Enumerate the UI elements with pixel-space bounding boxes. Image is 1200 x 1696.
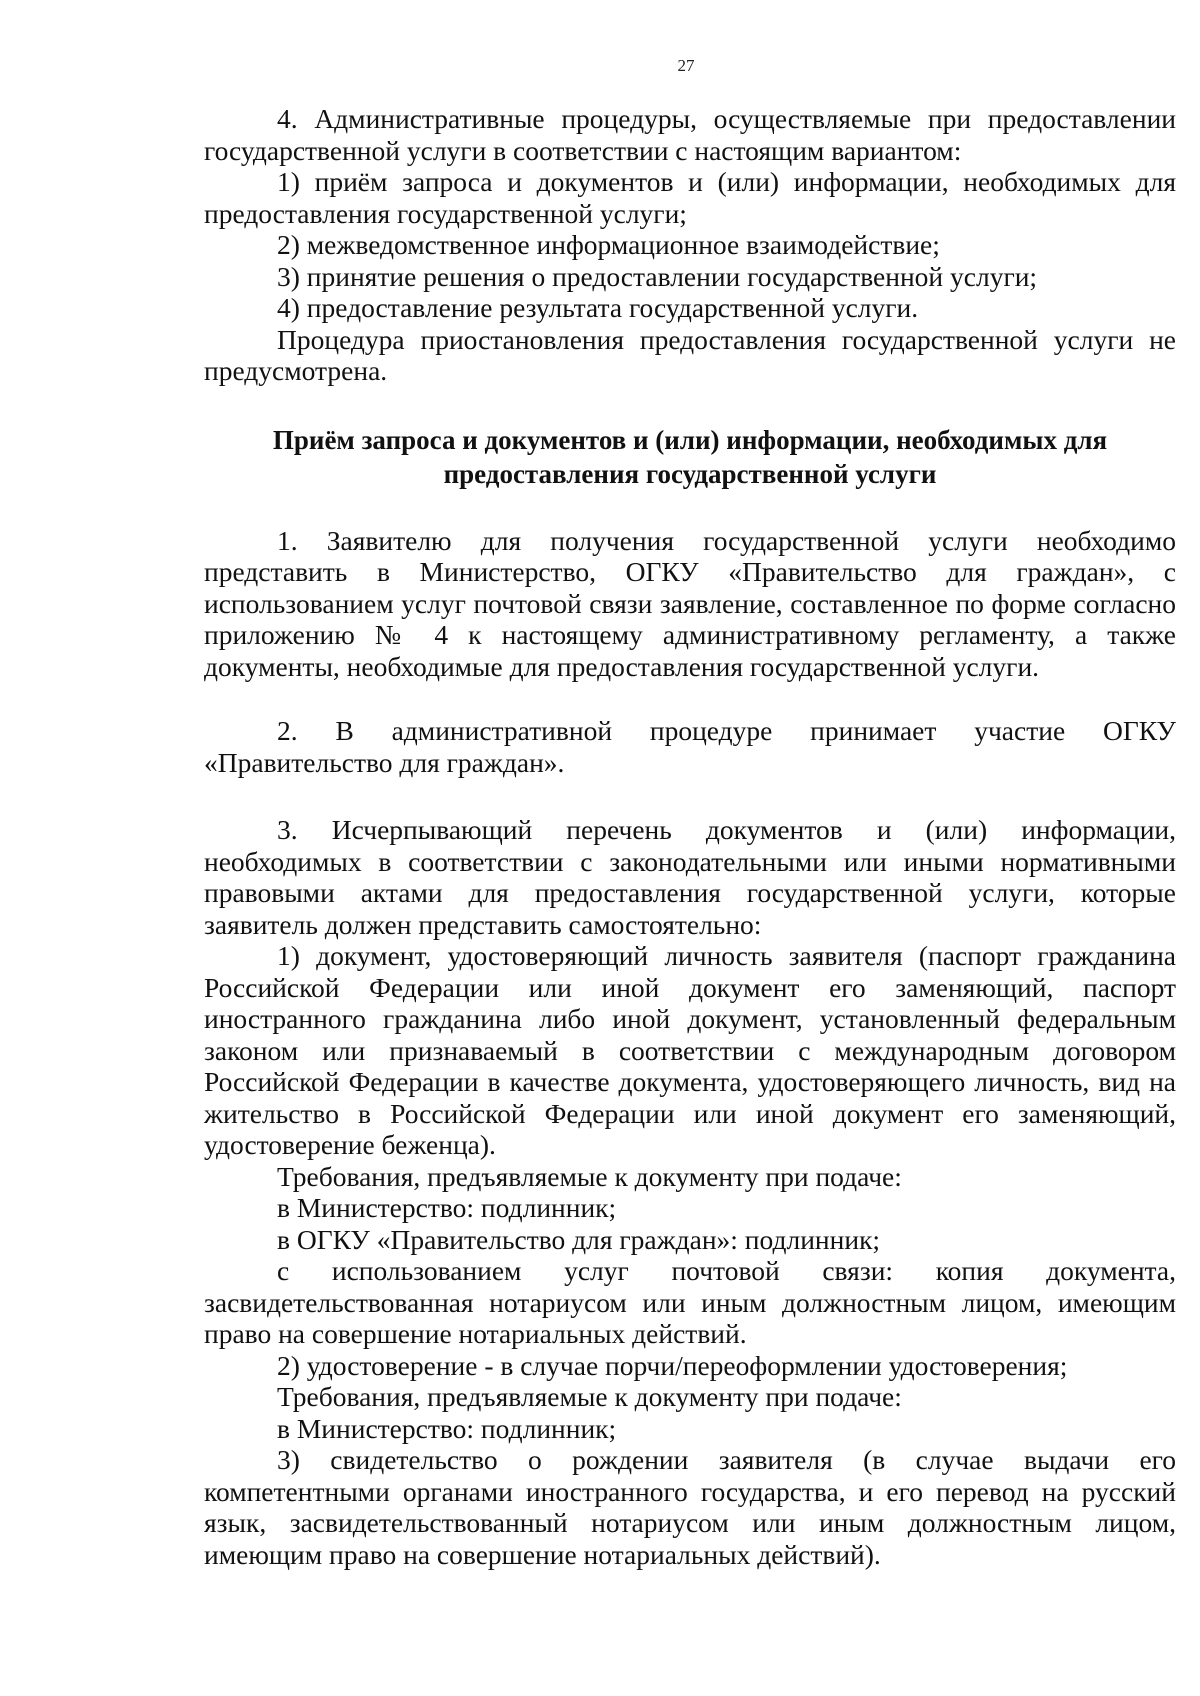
document-item-1: 1) документ, удостоверяющий личность заявителя (паспорт гражданина Российской Федерации или иной документ его заменяющий, паспорт иностранного гражданина либо иной документ, установленный федеральным законом или признаваемый в соответствии с международным договором Российской Федерации в качестве документа, удостоверяющего личность, вид на жительство в Российской Федерации или иной документ его заменяющий, удостоверение беженца). <box>204 940 1176 1160</box>
intro-list-item-3: 3) принятие решения о предоставлении государственной услуги; <box>277 260 1038 292</box>
spacer <box>204 387 1176 423</box>
requirement-ogku-1: в ОГКУ «Правительство для граждан»: подлинник; <box>277 1223 881 1255</box>
document-item-2: 2) удостоверение - в случае порчи/переоформлении удостоверения; <box>277 1349 1068 1381</box>
requirements-heading-2: Требования, предъявляемые к документу при подаче: <box>277 1381 902 1412</box>
spacer <box>204 682 1176 715</box>
section-heading-line-1: Приём запроса и документов и (или) информации, необходимых для <box>272 424 1108 455</box>
intro-paragraph-suspension: Процедура приостановления предоставления государственной услуги не предусмотрена. <box>204 323 1176 386</box>
intro-list-item-4: 4) предоставление результата государственной услуги. <box>277 292 919 323</box>
section-heading-line-2: предоставления государственной услуги <box>443 458 937 489</box>
section-item-1: 1. Заявителю для получения государственной услуги необходимо представить в Министерство, ОГКУ «Правительство для граждан», с использованием услуг почтовой связи заявление, составленное по форме согласно приложению № 4 к настоящему административному регламенту, а также документы, необходимые для предоставления государственной услуги. <box>204 524 1176 682</box>
section-item-3: 3. Исчерпывающий перечень документов и (или) информации, необходимых в соответствии с законодательными или иными нормативными правовыми актами для предоставления государственной услуги, которые заявитель должен представить самостоятельно: <box>204 814 1176 940</box>
page-content <box>204 103 1176 1570</box>
document-item-3: 3) свидетельство о рождении заявителя (в случае выдачи его компетентными органами иностранного государства, и его перевод на русский язык, засвидетельствованный нотариусом или иным должностным лицом, имеющим право на совершение нотариальных действий). <box>204 1444 1176 1570</box>
requirement-postal-1: с использованием услуг почтовой связи: копия документа, засвидетельствованная нотариусом или иным должностным лицом, имеющим право на совершение нотариальных действий. <box>204 1255 1176 1349</box>
intro-paragraph-1: 4. Административные процедуры, осуществляемые при предоставлении государственной услуги в соответствии с настоящим вариантом: <box>204 103 1176 166</box>
requirement-ministry-1: в Министерство: подлинник; <box>277 1192 617 1223</box>
page-number: 27 <box>677 56 695 75</box>
section-item-2: 2. В административной процедуре принимает участие ОГКУ «Правительство для граждан». <box>204 715 1176 778</box>
requirements-heading-1: Требования, предъявляемые к документу при подаче: <box>277 1160 902 1192</box>
intro-list-item-2: 2) межведомственное информационное взаимодействие; <box>277 229 940 260</box>
spacer <box>204 491 1176 525</box>
requirement-ministry-2: в Министерство: подлинник; <box>277 1412 617 1444</box>
spacer <box>204 778 1176 814</box>
intro-list-item-1: 1) приём запроса и документов и (или) информации, необходимых для предоставления государственной услуги; <box>204 166 1176 229</box>
